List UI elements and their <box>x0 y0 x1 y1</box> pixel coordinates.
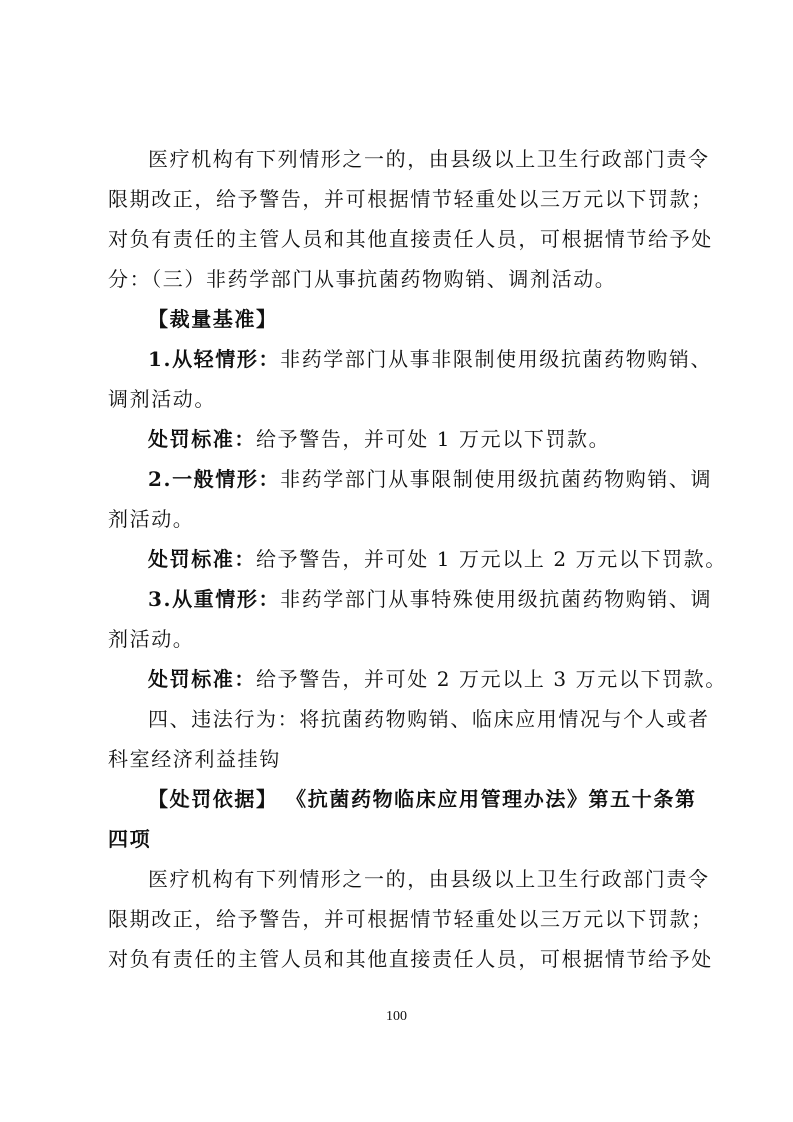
paragraph-line: 对负有责任的主管人员和其他直接责任人员，可根据情节给予处 <box>108 947 713 971</box>
penalty-line <box>148 427 738 451</box>
penalty-line <box>148 667 738 691</box>
penalty-label: 处罚标准： <box>148 667 256 691</box>
penalty-text: 给予警告，并可处 2 万元以上 3 万元以下罚款。 <box>256 667 727 691</box>
paragraph-line: 四项 <box>108 827 152 851</box>
general-case-label: 2.一般情形： <box>148 467 281 491</box>
paragraph-line: 调剂活动。 <box>108 387 216 411</box>
basis-heading: 【处罚依据】 《抗菌药物临床应用管理办法》第五十条第 <box>148 787 697 811</box>
page-number: 100 <box>386 1009 407 1024</box>
paragraph-line: 剂活动。 <box>108 507 195 531</box>
heavy-case-label: 3.从重情形： <box>148 587 281 611</box>
paragraph-line: 限期改正，给予警告，并可根据情节轻重处以三万元以下罚款； <box>108 187 713 211</box>
heavy-case-text: 非药学部门从事特殊使用级抗菌药物购销、调 <box>280 587 713 611</box>
general-case-text: 非药学部门从事限制使用级抗菌药物购销、调 <box>280 467 713 491</box>
light-case-label: 1.从轻情形： <box>148 347 281 371</box>
penalty-label: 处罚标准： <box>148 427 256 451</box>
light-case-text: 非药学部门从事非限制使用级抗菌药物购销、 <box>280 347 713 371</box>
paragraph-line: 医疗机构有下列情形之一的，由县级以上卫生行政部门责令 <box>148 147 710 171</box>
penalty-label: 处罚标准： <box>148 547 256 571</box>
paragraph-line: 限期改正，给予警告，并可根据情节轻重处以三万元以下罚款； <box>108 907 713 931</box>
penalty-text: 给予警告，并可处 1 万元以下罚款。 <box>256 427 611 451</box>
paragraph-line: 分：（三）非药学部门从事抗菌药物购销、调剂活动。 <box>108 267 617 291</box>
violation-heading: 四、违法行为：将抗菌药物购销、临床应用情况与个人或者 <box>148 707 710 731</box>
paragraph-line: 医疗机构有下列情形之一的，由县级以上卫生行政部门责令 <box>148 867 710 891</box>
paragraph-line: 科室经济利益挂钩 <box>108 747 281 771</box>
penalty-text: 给予警告，并可处 1 万元以上 2 万元以下罚款。 <box>256 547 727 571</box>
paragraph-line: 对负有责任的主管人员和其他直接责任人员，可根据情节给予处 <box>108 227 713 251</box>
general-case-line <box>148 467 738 491</box>
paragraph-line: 剂活动。 <box>108 627 195 651</box>
penalty-line <box>148 547 738 571</box>
light-case-line <box>148 347 738 371</box>
heavy-case-line <box>148 587 738 611</box>
section-heading: 【裁量基准】 <box>148 307 278 331</box>
